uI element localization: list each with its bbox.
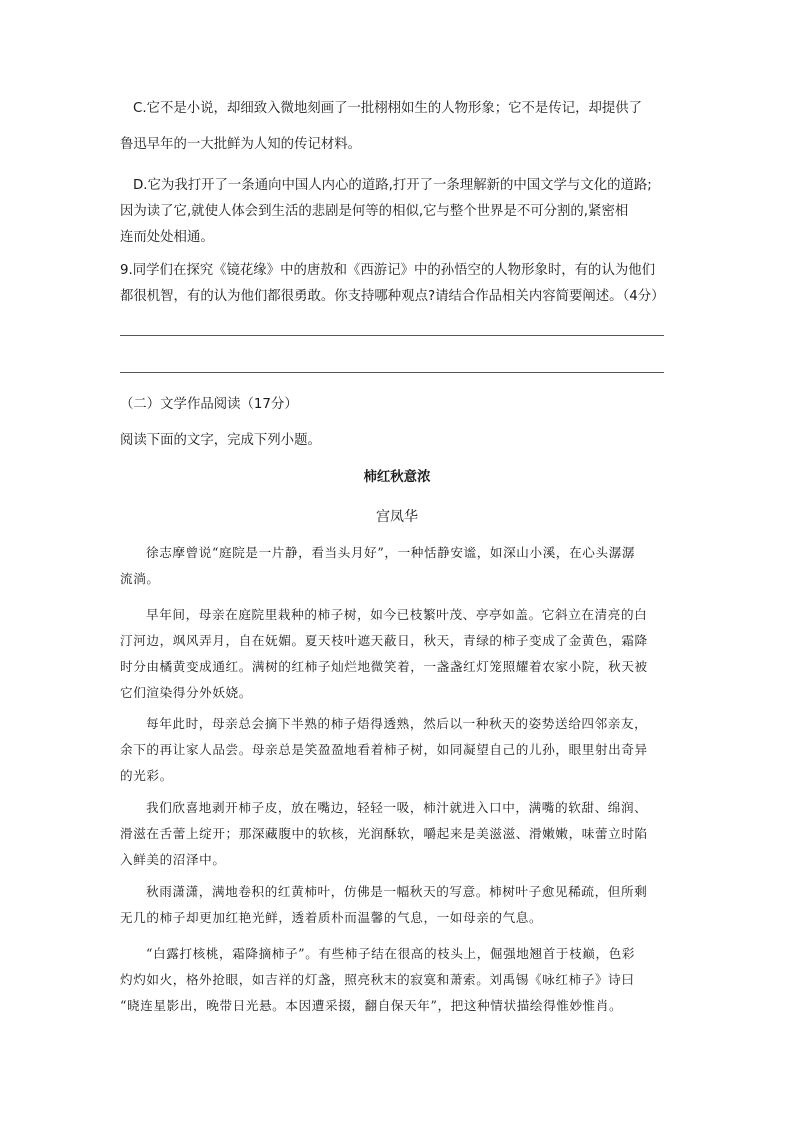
paragraph-line: 入鲜美的沼泽中。 [120, 852, 226, 867]
option-d-line-2: 因为读了它,就使人体会到生活的悲剧是何等的相似,它与整个世界是不可分割的,紧密相 [120, 204, 629, 219]
paragraph-line: 时分由橘黄变成通红。满树的红柿子灿烂地微笑着，一盏盏红灯笼照耀着农家小院，秋天被 [120, 659, 648, 674]
paragraph-line: 的光彩。 [120, 768, 173, 783]
article-paragraph-3 [120, 711, 648, 789]
option-d-line-3: 连而处处相通。 [120, 230, 214, 245]
paragraph-line: 汀河边，飒风弄月，自在妩媚。夏天枝叶遮天蔽日，秋天，青绿的柿子变成了金黄色，霜降 [120, 633, 648, 648]
option-d-line-1: D.它为我打开了一条通向中国人内心的道路,打开了一条理解新的中国文学与文化的道路; [133, 178, 652, 193]
option-d [120, 173, 652, 251]
article-paragraph-1 [120, 540, 635, 592]
option-c [133, 97, 642, 121]
paragraph-line: 它们渲染得分外妖娆。 [120, 685, 252, 700]
article-paragraph-5 [120, 879, 647, 931]
paragraph-line: 每年此时，母亲总会摘下半熟的柿子焐得透熟，然后以一种秋天的姿势送给四邻亲友， [146, 716, 648, 731]
article-author: 宫凤华 [376, 509, 418, 525]
article-title: 柿红秋意浓 [363, 470, 431, 485]
paragraph-line: 流淌。 [120, 571, 160, 586]
article-paragraph-6 [120, 941, 635, 1019]
question-9-line-2: 都很机智，有的认为他们都很勇敢。你支持哪种观点?请结合作品相关内容简要阐述。（4分） [120, 289, 665, 304]
section-heading: （二）文学作品阅读（17分） [120, 397, 298, 412]
paragraph-line: 秋雨潇潇，满地卷积的红黄柿叶，仿佛是一幅秋天的写意。柿树叶子愈见稀疏，但所剩 [146, 884, 648, 899]
paragraph-line: “白露打核桃，霜降摘柿子”。有些柿子结在很高的枝头上，倔强地翘首于枝巅，色彩 [146, 946, 636, 961]
paragraph-line: 滑滋在舌蕾上绽开；那深藏腹中的软核，光润酥软，嚼起来是美滋滋、滑嫩嫩，味蕾立时陷 [120, 826, 648, 841]
answer-line-2[interactable] [120, 372, 664, 373]
paragraph-line: 无几的柿子却更加红艳光鲜，透着质朴而温馨的气息，一如母亲的气息。 [120, 910, 543, 925]
article-paragraph-2 [120, 602, 648, 706]
option-c-line-1: C.它不是小说，却细致入微地刻画了一批栩栩如生的人物形象；它不是传记，却提供了 [133, 101, 643, 116]
answer-line-1[interactable] [120, 335, 664, 336]
article-paragraph-4 [120, 795, 648, 873]
question-9-line-1: 9.同学们在探究《镜花缘》中的唐敖和《西游记》中的孙悟空的人物形象时，有的认为他们 [120, 263, 656, 278]
paragraph-line: 徐志摩曾说“庭院是一片静，看当头月好”，一种恬静安谧，如深山小溪，在心头潺潺 [146, 545, 636, 560]
paragraph-line: “晓连星影出，晚带日光悬。本因遭采掇，翻自保天年”，把这种情状描绘得惟妙惟肖。 [120, 998, 623, 1013]
paragraph-line: 我们欣喜地剥开柿子皮，放在嘴边，轻轻一吸，柿汁就进入口中，满嘴的软甜、绵润、 [146, 800, 648, 815]
question-9 [120, 258, 665, 310]
paragraph-line: 早年间，母亲在庭院里栽种的柿子树，如今已枝繁叶茂、亭亭如盖。它斜立在清亮的白 [146, 607, 648, 622]
paragraph-line: 余下的再让家人品尝。母亲总是笑盈盈地看着柿子树，如同凝望自己的儿孙，眼里射出奇异 [120, 742, 648, 757]
paragraph-line: 灼灼如火，格外抢眼，如吉祥的灯盏，照亮秋末的寂寞和萧索。刘禹锡《咏红柿子》诗曰 [120, 972, 635, 987]
option-c-line-2: 鲁迅早年的一大批鲜为人知的传记材料。 [120, 137, 362, 152]
section-instruction: 阅读下面的文字，完成下列小题。 [120, 433, 321, 448]
option-c-continued [120, 133, 361, 157]
